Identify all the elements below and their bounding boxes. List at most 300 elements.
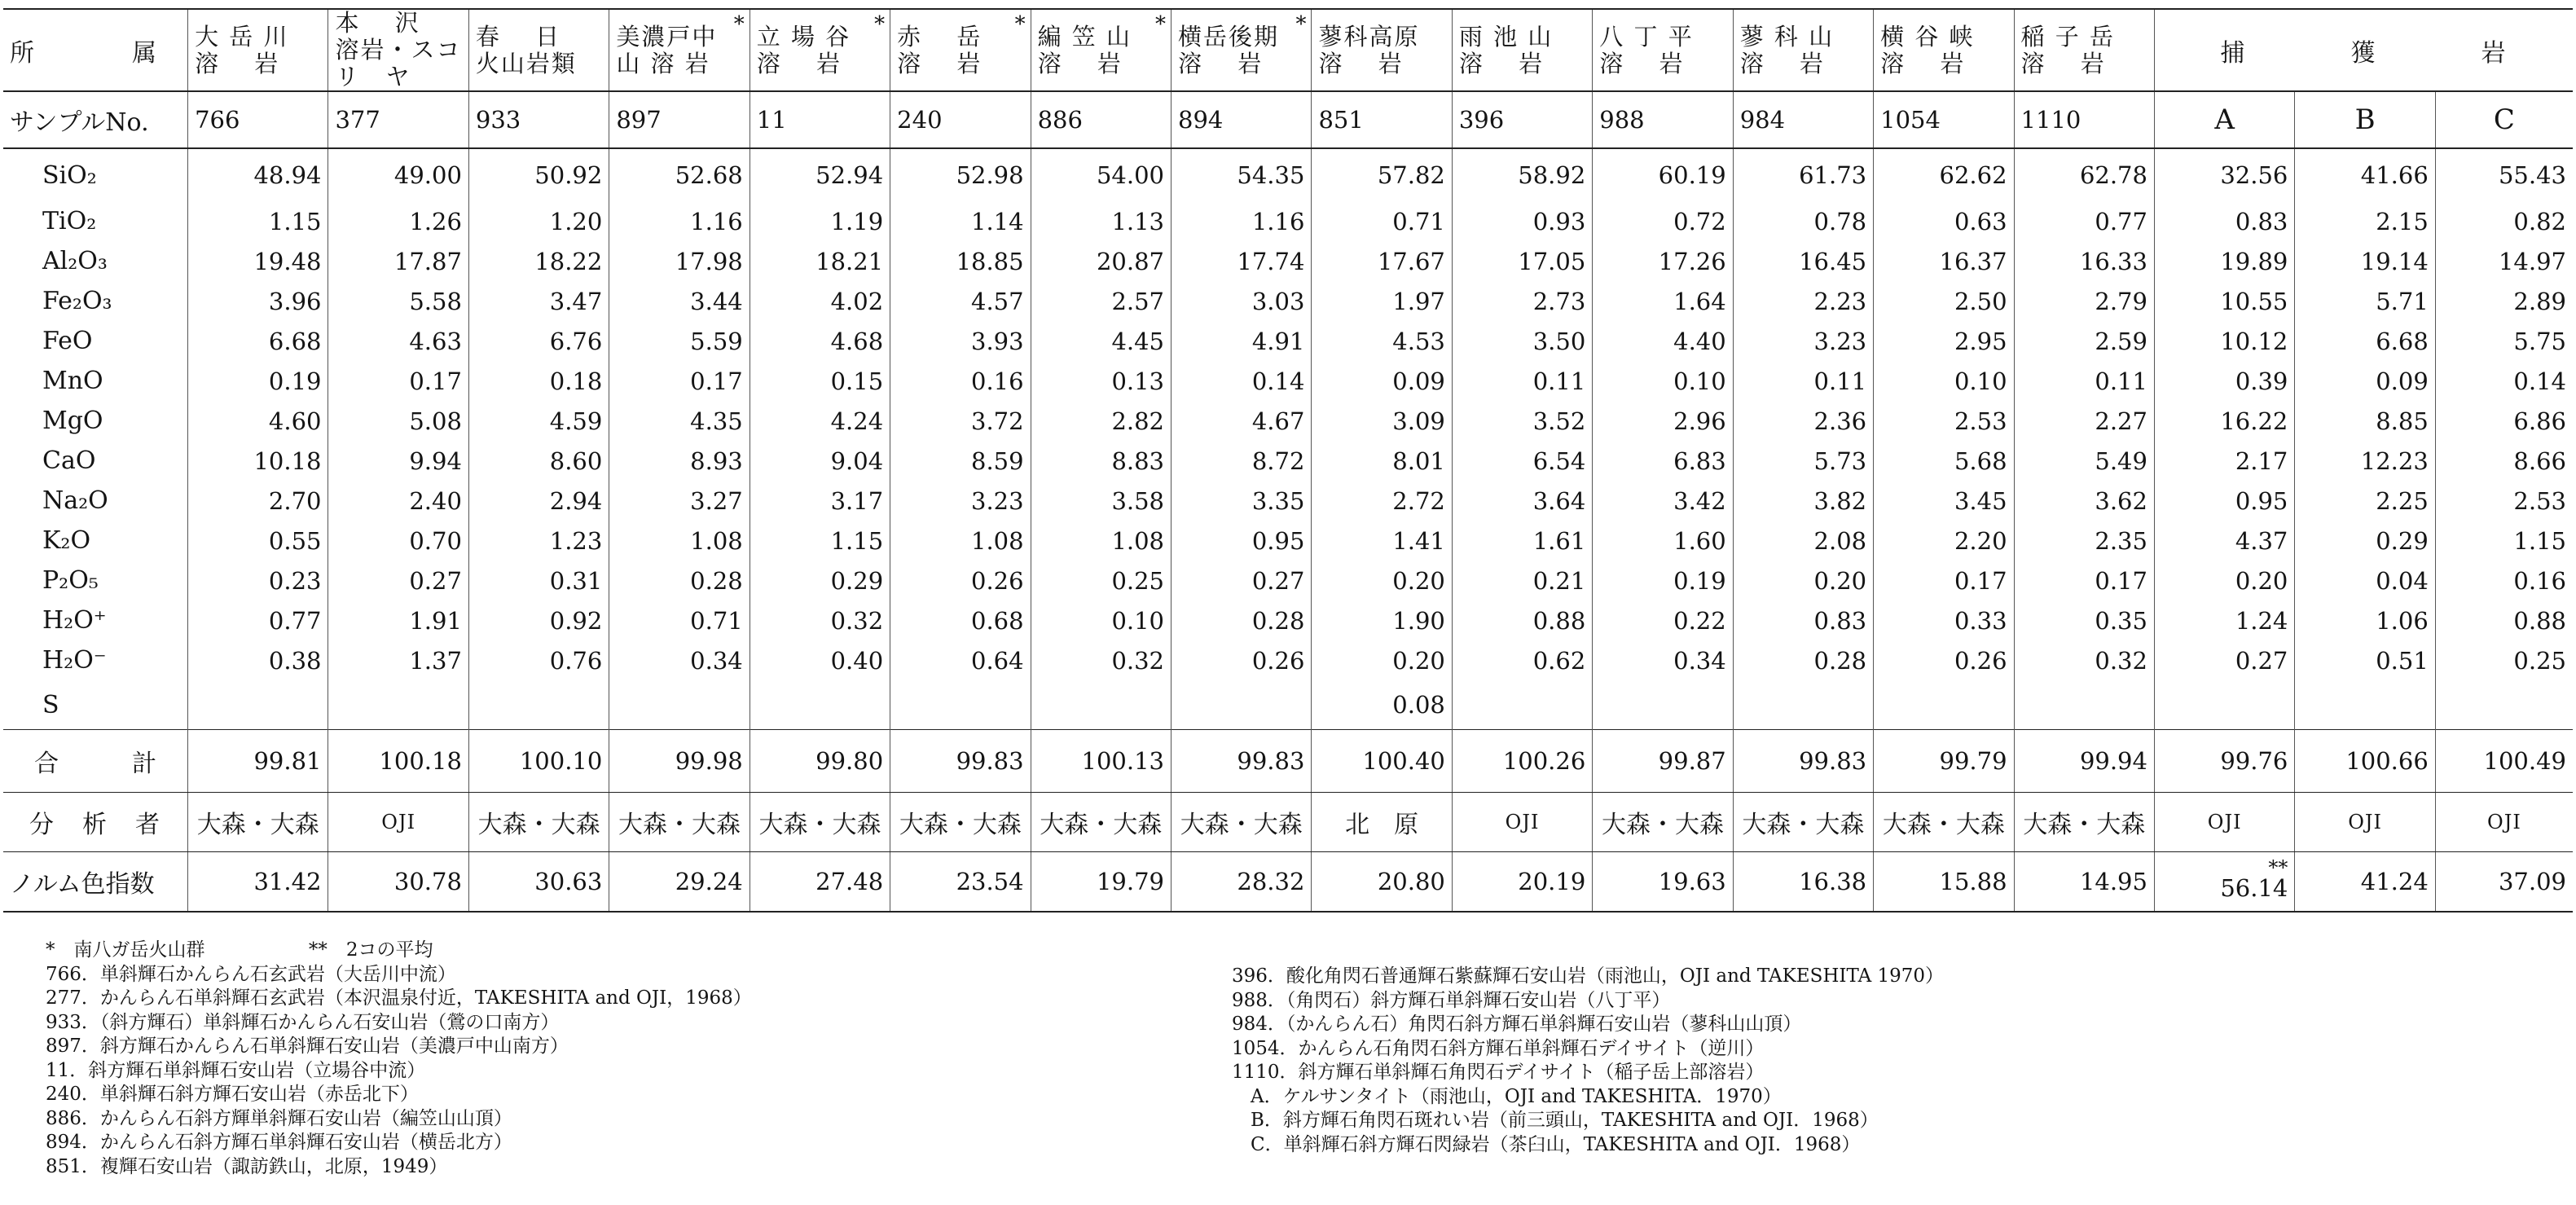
oxide-value: 52.68	[609, 148, 750, 201]
total-value: 99.83	[1172, 730, 1312, 793]
oxide-row-7	[3, 441, 2573, 481]
footnote-entry: 933．（斜方輝石）単斜輝石かんらん石安山岩（鶯の口南方）	[46, 1011, 560, 1033]
oxide-value: 1.64	[1593, 281, 1733, 321]
oxide-value: 5.73	[1733, 441, 1873, 481]
column-header-line: 溶 岩	[897, 49, 982, 77]
oxide-value: 5.71	[2295, 281, 2435, 321]
oxide-value: 2.15	[2295, 201, 2435, 241]
color-index-value: 23.54	[890, 852, 1031, 913]
oxide-value: 0.71	[1312, 201, 1452, 241]
oxide-value: 2.70	[188, 481, 328, 521]
analyst-name: OJI	[2295, 793, 2435, 852]
column-header-line: 横 谷 峡	[1880, 22, 1975, 51]
oxide-value: 3.23	[890, 481, 1031, 521]
sample-number: C	[2435, 91, 2573, 148]
oxide-value: 8.60	[468, 441, 609, 481]
sample-number: 1110	[2014, 91, 2154, 148]
oxide-value: 0.38	[188, 640, 328, 680]
oxide-value: 3.62	[2014, 481, 2154, 521]
oxide-row-8	[3, 481, 2573, 521]
oxide-value	[890, 680, 1031, 730]
oxide-value: 2.40	[328, 481, 468, 521]
column-header-line: 溶 岩	[1880, 49, 1966, 77]
oxide-label: H₂O⁺	[42, 606, 107, 635]
volcano-group-mark: *	[1155, 12, 1168, 37]
total-row	[3, 730, 2573, 793]
oxide-value: 2.50	[1874, 281, 2014, 321]
oxide-value: 0.92	[468, 600, 609, 640]
oxide-value: 9.94	[328, 441, 468, 481]
total-value: 100.18	[328, 730, 468, 793]
oxide-value: 0.09	[1312, 361, 1452, 401]
oxide-value: 3.44	[609, 281, 750, 321]
oxide-value: 6.86	[2435, 401, 2573, 441]
oxide-value: 3.23	[1733, 321, 1873, 361]
volcano-group-mark: *	[733, 12, 746, 37]
oxide-value: 4.37	[2154, 521, 2294, 561]
column-header-line: 溶 岩	[195, 49, 280, 77]
oxide-value: 3.47	[468, 281, 609, 321]
sample-number: 766	[188, 91, 328, 148]
oxide-value: 0.64	[890, 640, 1031, 680]
oxide-value: 0.68	[890, 600, 1031, 640]
oxide-value: 8.01	[1312, 441, 1452, 481]
oxide-value: 1.14	[890, 201, 1031, 241]
sample-number: 1054	[1874, 91, 2014, 148]
oxide-value: 1.60	[1593, 521, 1733, 561]
color-index-value: 19.63	[1593, 852, 1733, 913]
oxide-value: 6.54	[1452, 441, 1592, 481]
total-value: 99.81	[188, 730, 328, 793]
oxide-value: 0.32	[750, 600, 890, 640]
total-value: 99.98	[609, 730, 750, 793]
column-header-line: 八 丁 平	[1599, 22, 1694, 51]
column-header-line: 雨 池 山	[1458, 22, 1554, 51]
oxide-value: 0.29	[2295, 521, 2435, 561]
footnote-entry: 240．単斜輝石斜方輝石安山岩（赤岳北下）	[46, 1084, 419, 1105]
oxide-label: S	[42, 690, 59, 719]
oxide-label: FeO	[42, 327, 93, 355]
oxide-value: 2.95	[1874, 321, 2014, 361]
oxide-value: 0.28	[609, 561, 750, 600]
oxide-value: 0.25	[2435, 640, 2573, 680]
color-index-value: 30.78	[328, 852, 468, 913]
oxide-value: 0.55	[188, 521, 328, 561]
column-header-line: 溶 岩	[2020, 49, 2106, 77]
oxide-value: 0.20	[2154, 561, 2294, 600]
oxide-value: 0.25	[1031, 561, 1171, 600]
analyst-row	[3, 793, 2573, 852]
column-header-240	[890, 9, 1031, 91]
oxide-value: 2.20	[1874, 521, 2014, 561]
oxide-value: 4.35	[609, 401, 750, 441]
oxide-value: 5.75	[2435, 321, 2573, 361]
color-index-value: 16.38	[1733, 852, 1873, 913]
analyst-name: 大森・大森	[1593, 793, 1733, 852]
oxide-value: 0.17	[328, 361, 468, 401]
oxide-value: 54.00	[1031, 148, 1171, 201]
oxide-value: 19.89	[2154, 241, 2294, 281]
oxide-value: 18.21	[750, 241, 890, 281]
oxide-value: 4.59	[468, 401, 609, 441]
color-index-row	[3, 852, 2573, 913]
column-header-line: 溶 岩	[1178, 49, 1264, 77]
column-header-line: 溶 岩	[1037, 49, 1123, 77]
oxide-value: 62.62	[1874, 148, 2014, 201]
oxide-value: 2.96	[1593, 401, 1733, 441]
column-header-984	[1733, 9, 1873, 91]
column-header-897	[609, 9, 750, 91]
oxide-value: 2.94	[468, 481, 609, 521]
oxide-label: MnO	[42, 367, 103, 395]
total-label	[3, 730, 188, 793]
oxide-value: 17.26	[1593, 241, 1733, 281]
oxide-value: 0.32	[1031, 640, 1171, 680]
color-index-value: 20.19	[1452, 852, 1592, 913]
oxide-value: 3.82	[1733, 481, 1873, 521]
oxide-value: 0.22	[1593, 600, 1733, 640]
oxide-value: 1.91	[328, 600, 468, 640]
oxide-row-12	[3, 640, 2573, 680]
footnote-entry: 851．複輝石安山岩（諏訪鉄山，北原，1949）	[46, 1155, 448, 1177]
oxide-value: 0.88	[1452, 600, 1592, 640]
column-header-line: 立 場 谷	[756, 22, 851, 51]
oxide-value: 17.87	[328, 241, 468, 281]
oxide-value: 1.08	[609, 521, 750, 561]
oxide-value: 5.68	[1874, 441, 2014, 481]
oxide-label: TiO₂	[42, 207, 97, 235]
oxide-value	[1031, 680, 1171, 730]
oxide-row-1	[3, 201, 2573, 241]
column-header-851	[1312, 9, 1452, 91]
oxide-value: 1.37	[328, 640, 468, 680]
color-index-value: 19.79	[1031, 852, 1171, 913]
color-index-value: 31.42	[188, 852, 328, 913]
analyst-name: 大森・大森	[1031, 793, 1171, 852]
oxide-value: 0.10	[1031, 600, 1171, 640]
oxide-value: 0.14	[1172, 361, 1312, 401]
total-value: 100.13	[1031, 730, 1171, 793]
footnote-entry: C．単斜輝石斜方輝石閃緑岩（茶臼山，TAKESHITA and OJI．1968）	[1232, 1133, 1861, 1155]
oxide-value: 2.57	[1031, 281, 1171, 321]
oxide-value: 4.24	[750, 401, 890, 441]
oxide-row-0	[3, 148, 2573, 201]
oxide-value: 0.26	[890, 561, 1031, 600]
color-index-value	[2154, 852, 2294, 913]
column-header-line: 蓼科高原	[1318, 22, 1420, 51]
oxide-value: 5.59	[609, 321, 750, 361]
oxide-value: 0.29	[750, 561, 890, 600]
oxide-value: 14.97	[2435, 241, 2573, 281]
oxide-value: 48.94	[188, 148, 328, 201]
oxide-value: 1.41	[1312, 521, 1452, 561]
oxide-value: 3.50	[1452, 321, 1592, 361]
sample-number: B	[2295, 91, 2435, 148]
oxide-label: K₂O	[42, 526, 91, 555]
analyst-name: 大森・大森	[2014, 793, 2154, 852]
oxide-value: 1.20	[468, 201, 609, 241]
oxide-value: 2.35	[2014, 521, 2154, 561]
oxide-value: 19.48	[188, 241, 328, 281]
oxide-value: 50.92	[468, 148, 609, 201]
oxide-value	[1593, 680, 1733, 730]
oxide-value: 10.12	[2154, 321, 2294, 361]
column-header-line: 溶 岩	[1318, 49, 1404, 77]
oxide-row-3	[3, 281, 2573, 321]
color-index-value: 15.88	[1874, 852, 2014, 913]
oxide-value: 19.14	[2295, 241, 2435, 281]
footnote-doublestar-legend: ** 2コの平均	[308, 939, 433, 961]
sample-number: 377	[328, 91, 468, 148]
oxide-value: 0.83	[2154, 201, 2294, 241]
oxide-value: 57.82	[1312, 148, 1452, 201]
oxide-value: 0.20	[1312, 640, 1452, 680]
oxide-value: 0.10	[1593, 361, 1733, 401]
oxide-value: 32.56	[2154, 148, 2294, 201]
volcano-group-mark: *	[874, 12, 887, 37]
column-header-line: 編 笠 山	[1037, 22, 1132, 51]
total-text: 合 計	[34, 750, 156, 778]
oxide-value: 3.58	[1031, 481, 1171, 521]
oxide-value: 5.08	[328, 401, 468, 441]
sample-number: 988	[1593, 91, 1733, 148]
sample-number: 897	[609, 91, 750, 148]
oxide-value: 18.22	[468, 241, 609, 281]
footnote-entry: 1054．かんらん石角閃石斜方輝石単斜輝石デイサイト（逆川）	[1232, 1037, 1765, 1059]
oxide-value: 3.09	[1312, 401, 1452, 441]
oxide-row-2	[3, 241, 2573, 281]
oxide-value: 2.79	[2014, 281, 2154, 321]
oxide-label: CaO	[42, 446, 96, 475]
column-header-11	[750, 9, 890, 91]
oxide-value: 17.05	[1452, 241, 1592, 281]
analyst-name: OJI	[1452, 793, 1592, 852]
column-header-line: リ ヤ	[335, 63, 411, 90]
oxide-value: 52.94	[750, 148, 890, 201]
oxide-value: 8.83	[1031, 441, 1171, 481]
oxide-value: 3.27	[609, 481, 750, 521]
footnote-entry: 984．（かんらん石）角閃石斜方輝石単斜輝石安山岩（蓼科山山頂）	[1232, 1014, 1802, 1035]
oxide-value: 17.67	[1312, 241, 1452, 281]
oxide-value: 2.27	[2014, 401, 2154, 441]
total-value: 99.80	[750, 730, 890, 793]
oxide-value: 2.72	[1312, 481, 1452, 521]
oxide-value: 0.26	[1874, 640, 2014, 680]
analyst-name: OJI	[2435, 793, 2573, 852]
column-header-line: 春 日	[475, 22, 561, 51]
oxide-value: 0.26	[1172, 640, 1312, 680]
oxide-value: 0.11	[1452, 361, 1592, 401]
analyst-name: 大森・大森	[750, 793, 890, 852]
oxide-value: 5.49	[2014, 441, 2154, 481]
oxide-value: 6.76	[468, 321, 609, 361]
oxide-value: 4.53	[1312, 321, 1452, 361]
oxide-value: 0.95	[2154, 481, 2294, 521]
oxide-value: 3.45	[1874, 481, 2014, 521]
oxide-value: 3.72	[890, 401, 1031, 441]
oxide-value: 1.24	[2154, 600, 2294, 640]
oxide-value: 0.39	[2154, 361, 2294, 401]
sample-number: 894	[1172, 91, 1312, 148]
oxide-value: 0.28	[1733, 640, 1873, 680]
oxide-value: 1.15	[750, 521, 890, 561]
column-header-line: 山 溶 岩	[616, 49, 710, 77]
sample-number: 984	[1733, 91, 1873, 148]
oxide-row-6	[3, 401, 2573, 441]
oxide-value: 0.70	[328, 521, 468, 561]
oxide-value: 54.35	[1172, 148, 1312, 201]
oxide-value: 0.19	[188, 361, 328, 401]
oxide-value	[2014, 680, 2154, 730]
oxide-value: 61.73	[1733, 148, 1873, 201]
oxide-value: 0.83	[1733, 600, 1873, 640]
oxide-value	[468, 680, 609, 730]
oxide-value: 8.93	[609, 441, 750, 481]
oxide-value: 0.76	[468, 640, 609, 680]
oxide-value: 1.08	[1031, 521, 1171, 561]
total-value: 100.10	[468, 730, 609, 793]
average-mark: **	[2268, 856, 2288, 879]
sample-number: 11	[750, 91, 890, 148]
oxide-value: 52.98	[890, 148, 1031, 201]
oxide-row-4	[3, 321, 2573, 361]
total-value: 99.94	[2014, 730, 2154, 793]
chemical-analysis-table	[3, 8, 2573, 913]
column-header-line: 稲 子 岳	[2020, 22, 2115, 51]
color-index-value: 30.63	[468, 852, 609, 913]
oxide-value: 0.51	[2295, 640, 2435, 680]
oxide-value: 2.73	[1452, 281, 1592, 321]
oxide-value	[2295, 680, 2435, 730]
column-header-line: 美濃戸中	[616, 22, 718, 51]
volcano-group-mark: *	[1014, 12, 1027, 37]
oxide-value: 16.33	[2014, 241, 2154, 281]
analyst-name: 大森・大森	[1874, 793, 2014, 852]
column-header-line: 溶 岩	[1599, 49, 1685, 77]
oxide-value	[328, 680, 468, 730]
oxide-value: 0.17	[1874, 561, 2014, 600]
column-header-1110	[2014, 9, 2154, 91]
oxide-value: 8.72	[1172, 441, 1312, 481]
analyst-name: 大森・大森	[1733, 793, 1873, 852]
total-value: 99.83	[1733, 730, 1873, 793]
oxide-value: 0.93	[1452, 201, 1592, 241]
oxide-value: 8.66	[2435, 441, 2573, 481]
footnote-star-legend: * 南八ガ岳火山群	[46, 939, 205, 961]
oxide-label: MgO	[42, 407, 103, 435]
oxide-value: 0.17	[609, 361, 750, 401]
oxide-value: 0.71	[609, 600, 750, 640]
footnote-legend	[46, 939, 1170, 963]
oxide-value: 6.68	[188, 321, 328, 361]
oxide-value: 4.63	[328, 321, 468, 361]
total-value: 100.66	[2295, 730, 2435, 793]
sample-number: 851	[1312, 91, 1452, 148]
oxide-value: 0.40	[750, 640, 890, 680]
oxide-value: 0.09	[2295, 361, 2435, 401]
oxide-value: 0.11	[2014, 361, 2154, 401]
footnote-entry: 988．（角閃石）斜方輝石単斜輝石安山岩（八丁平）	[1232, 989, 1671, 1011]
oxide-value: 55.43	[2435, 148, 2573, 201]
oxide-value: 17.74	[1172, 241, 1312, 281]
oxide-value: 2.23	[1733, 281, 1873, 321]
oxide-value: 4.60	[188, 401, 328, 441]
oxide-value: 0.15	[750, 361, 890, 401]
oxide-value: 4.91	[1172, 321, 1312, 361]
oxide-value: 0.27	[328, 561, 468, 600]
oxide-value: 1.15	[2435, 521, 2573, 561]
oxide-row-5	[3, 361, 2573, 401]
oxide-value: 18.85	[890, 241, 1031, 281]
analyst-name: 大森・大森	[890, 793, 1031, 852]
oxide-value: 0.95	[1172, 521, 1312, 561]
oxide-value: 41.66	[2295, 148, 2435, 201]
oxide-value: 1.15	[188, 201, 328, 241]
color-index-value: 20.80	[1312, 852, 1452, 913]
oxide-value: 4.02	[750, 281, 890, 321]
analyst-name: 大森・大森	[188, 793, 328, 852]
oxide-value: 0.88	[2435, 600, 2573, 640]
oxide-value: 0.27	[1172, 561, 1312, 600]
footnotes-left	[46, 939, 1170, 1179]
oxide-value: 2.36	[1733, 401, 1873, 441]
oxide-value: 0.77	[2014, 201, 2154, 241]
oxide-value: 20.87	[1031, 241, 1171, 281]
analyst-name: 大森・大森	[1172, 793, 1312, 852]
total-value: 99.79	[1874, 730, 2014, 793]
oxide-value	[1452, 680, 1592, 730]
oxide-value: 0.16	[2435, 561, 2573, 600]
footnote-entry: 277．かんらん石単斜輝石玄武岩（本沢温泉付近，TAKESHITA and OJI，1968）	[46, 987, 752, 1009]
analyst-name: 北 原	[1312, 793, 1452, 852]
analyst-name: 大森・大森	[468, 793, 609, 852]
column-header-886	[1031, 9, 1171, 91]
analyst-name: OJI	[2154, 793, 2294, 852]
oxide-value: 1.08	[890, 521, 1031, 561]
color-index-value: 28.32	[1172, 852, 1312, 913]
column-header-line: 横岳後期	[1178, 22, 1280, 51]
oxide-value: 16.45	[1733, 241, 1873, 281]
total-value: 100.49	[2435, 730, 2573, 793]
oxide-value: 0.04	[2295, 561, 2435, 600]
oxide-value: 3.93	[890, 321, 1031, 361]
oxide-value: 2.08	[1733, 521, 1873, 561]
header-row	[3, 9, 2573, 91]
oxide-value: 3.03	[1172, 281, 1312, 321]
oxide-value: 1.06	[2295, 600, 2435, 640]
oxide-value: 0.31	[468, 561, 609, 600]
oxide-value: 0.19	[1593, 561, 1733, 600]
color-index-number: 56.14	[2220, 874, 2288, 902]
oxide-value: 0.32	[2014, 640, 2154, 680]
oxide-value: 6.83	[1593, 441, 1733, 481]
footnote-entry: 886．かんらん石斜方輝単斜輝石安山岩（編笠山山頂）	[46, 1107, 512, 1129]
oxide-value: 0.11	[1733, 361, 1873, 401]
oxide-value: 0.14	[2435, 361, 2573, 401]
oxide-value: 16.22	[2154, 401, 2294, 441]
footnote-entry: 894．かんらん石斜方輝石単斜輝石安山岩（横岳北方）	[46, 1132, 512, 1153]
total-value: 100.26	[1452, 730, 1592, 793]
oxide-value: 0.17	[2014, 561, 2154, 600]
oxide-value: 4.68	[750, 321, 890, 361]
column-header-line: 大 岳 川	[195, 22, 289, 51]
oxide-value: 3.42	[1593, 481, 1733, 521]
oxide-value: 0.23	[188, 561, 328, 600]
oxide-value: 2.82	[1031, 401, 1171, 441]
oxide-value: 6.68	[2295, 321, 2435, 361]
oxide-value	[750, 680, 890, 730]
affiliation-text: 所 属	[10, 38, 156, 68]
